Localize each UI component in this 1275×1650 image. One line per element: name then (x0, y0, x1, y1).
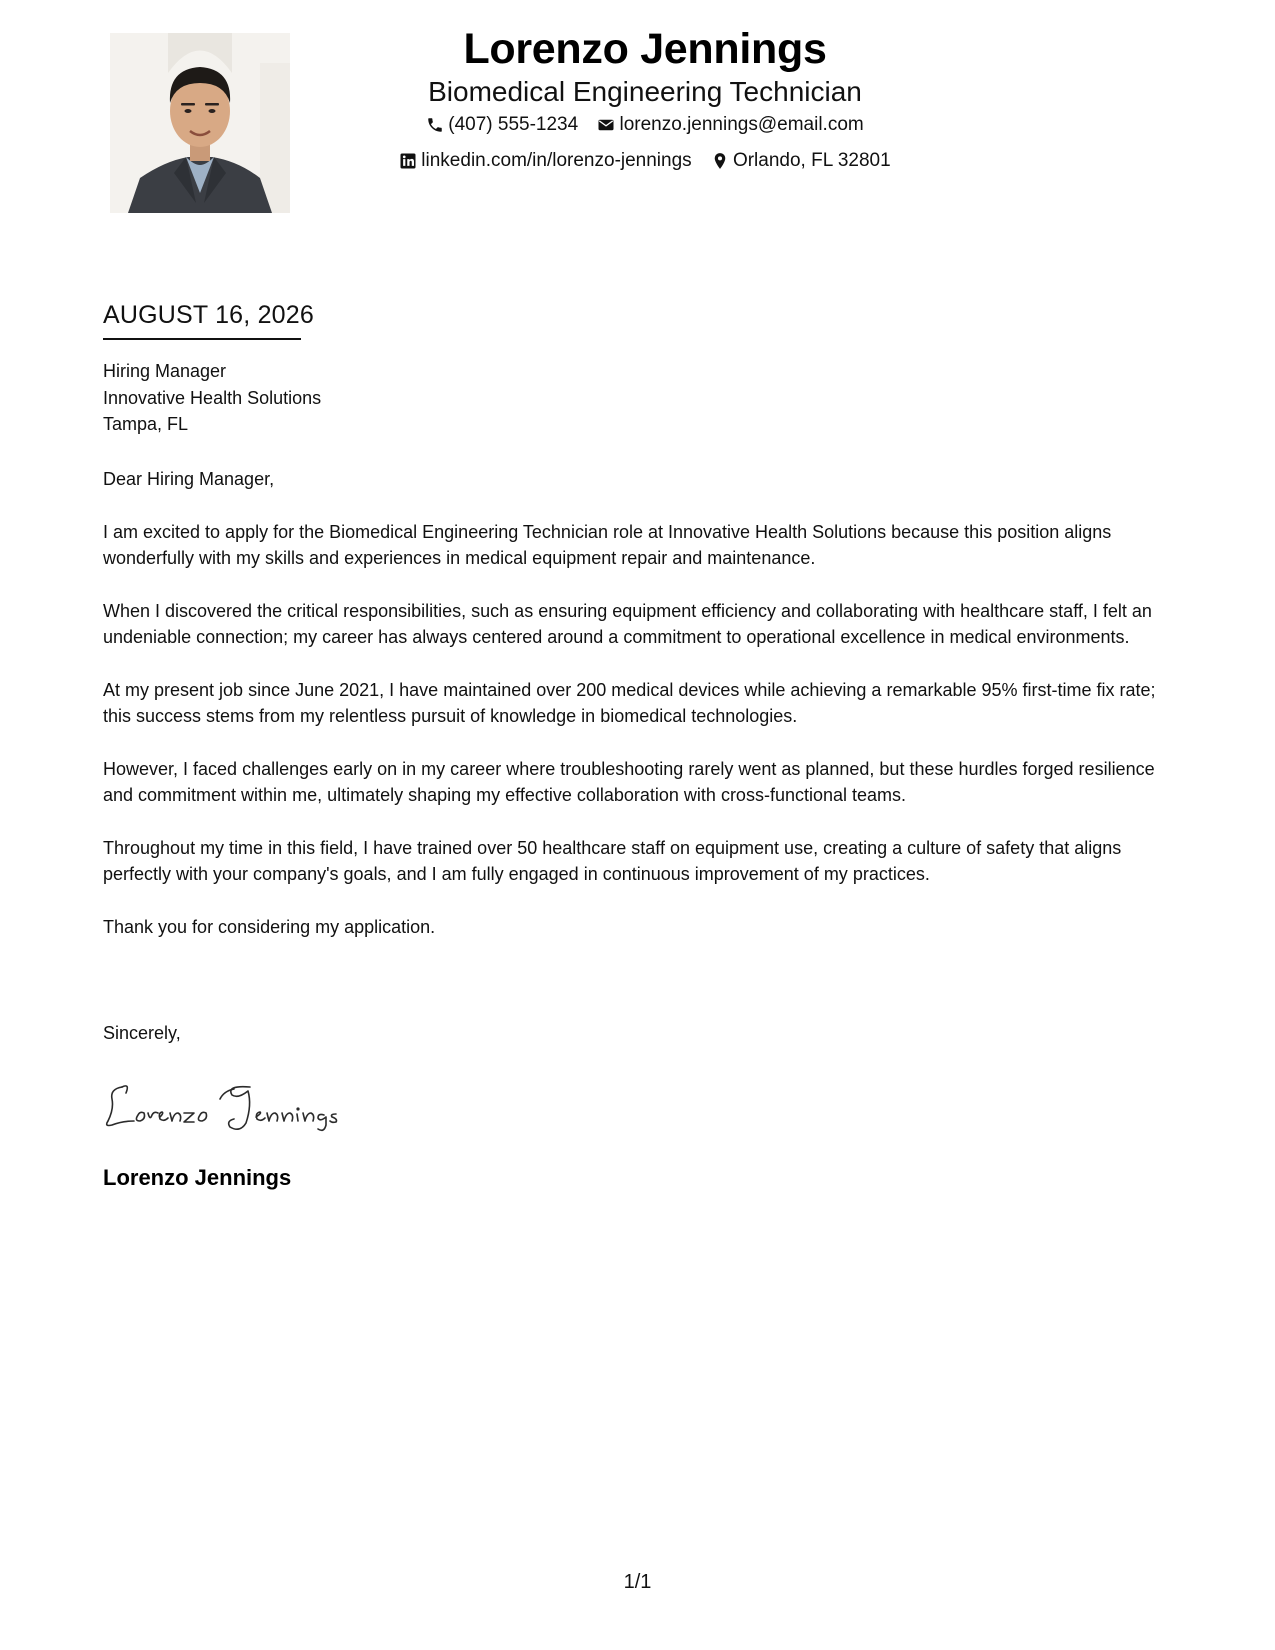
applicant-title: Biomedical Engineering Technician (428, 76, 862, 107)
recipient-line: Tampa, FL (103, 414, 189, 434)
letter-date: AUGUST 16, 2026 (103, 301, 314, 329)
email-contact[interactable] (597, 109, 863, 141)
phone-text: (407) 555-1234 (448, 114, 579, 135)
applicant-name: Lorenzo Jennings (463, 25, 827, 73)
body-paragraph: Throughout my time in this field, I have trained over 50 healthcare staff on equipment use, creating a culture of safety that aligns perfectly with your company's goals, and I am fully engaged in continuous improvement of my practices. (103, 837, 1122, 884)
body-paragraph: When I discovered the critical responsibilities, such as ensuring equipment efficiency and collaborating with healthcare staff, I felt an undeniable connection; my career has always centered around a commitment to operational excellence in medical environments. (103, 600, 1152, 647)
contact-row-primary (390, 109, 900, 145)
recipient-line: Innovative Health Solutions (103, 387, 322, 408)
handwritten-signature (100, 1075, 370, 1135)
recipient-block (103, 358, 321, 438)
closing: Sincerely, (103, 1023, 181, 1043)
profile-photo (110, 33, 290, 213)
body-paragraph: I am excited to apply for the Biomedical Engineering Technician role at Innovative Health Solutions because this position aligns wonderfully with my skills and experiences in medical equipment repair and maintenance. (103, 521, 1112, 568)
linkedin-contact[interactable] (399, 145, 691, 177)
salutation: Dear Hiring Manager, (103, 469, 275, 489)
email-text: lorenzo.jennings@email.com (619, 114, 864, 135)
letter-body (103, 466, 1178, 966)
linkedin-text: linkedin.com/in/lorenzo-jennings (421, 150, 692, 171)
body-paragraph: However, I faced challenges early on in my career where troubleshooting rarely went as planned, but these hurdles forged resilience and commitment within me, ultimately shaping my effective collaboration with cross-functional teams. (103, 758, 1155, 805)
date-underline (103, 338, 301, 340)
phone-icon (426, 116, 444, 134)
envelope-icon (597, 116, 615, 134)
body-paragraph: Thank you for considering my application. (103, 916, 436, 937)
recipient-line: Hiring Manager (103, 361, 227, 381)
linkedin-icon (399, 152, 417, 170)
phone-contact[interactable] (426, 109, 578, 141)
location-contact (711, 145, 891, 177)
contact-row-secondary (390, 145, 900, 181)
page-indicator: 1/1 (623, 1571, 652, 1593)
location-text: Orlando, FL 32801 (732, 150, 891, 171)
body-paragraph: At my present job since June 2021, I have maintained over 200 medical devices while achieving a remarkable 95% first-time fix rate; this success stems from my relentless pursuit of knowledge in biomedical technologies. (103, 679, 1156, 726)
letter-header (390, 22, 900, 181)
map-pin-icon (711, 152, 729, 170)
signed-name: Lorenzo Jennings (103, 1165, 292, 1190)
